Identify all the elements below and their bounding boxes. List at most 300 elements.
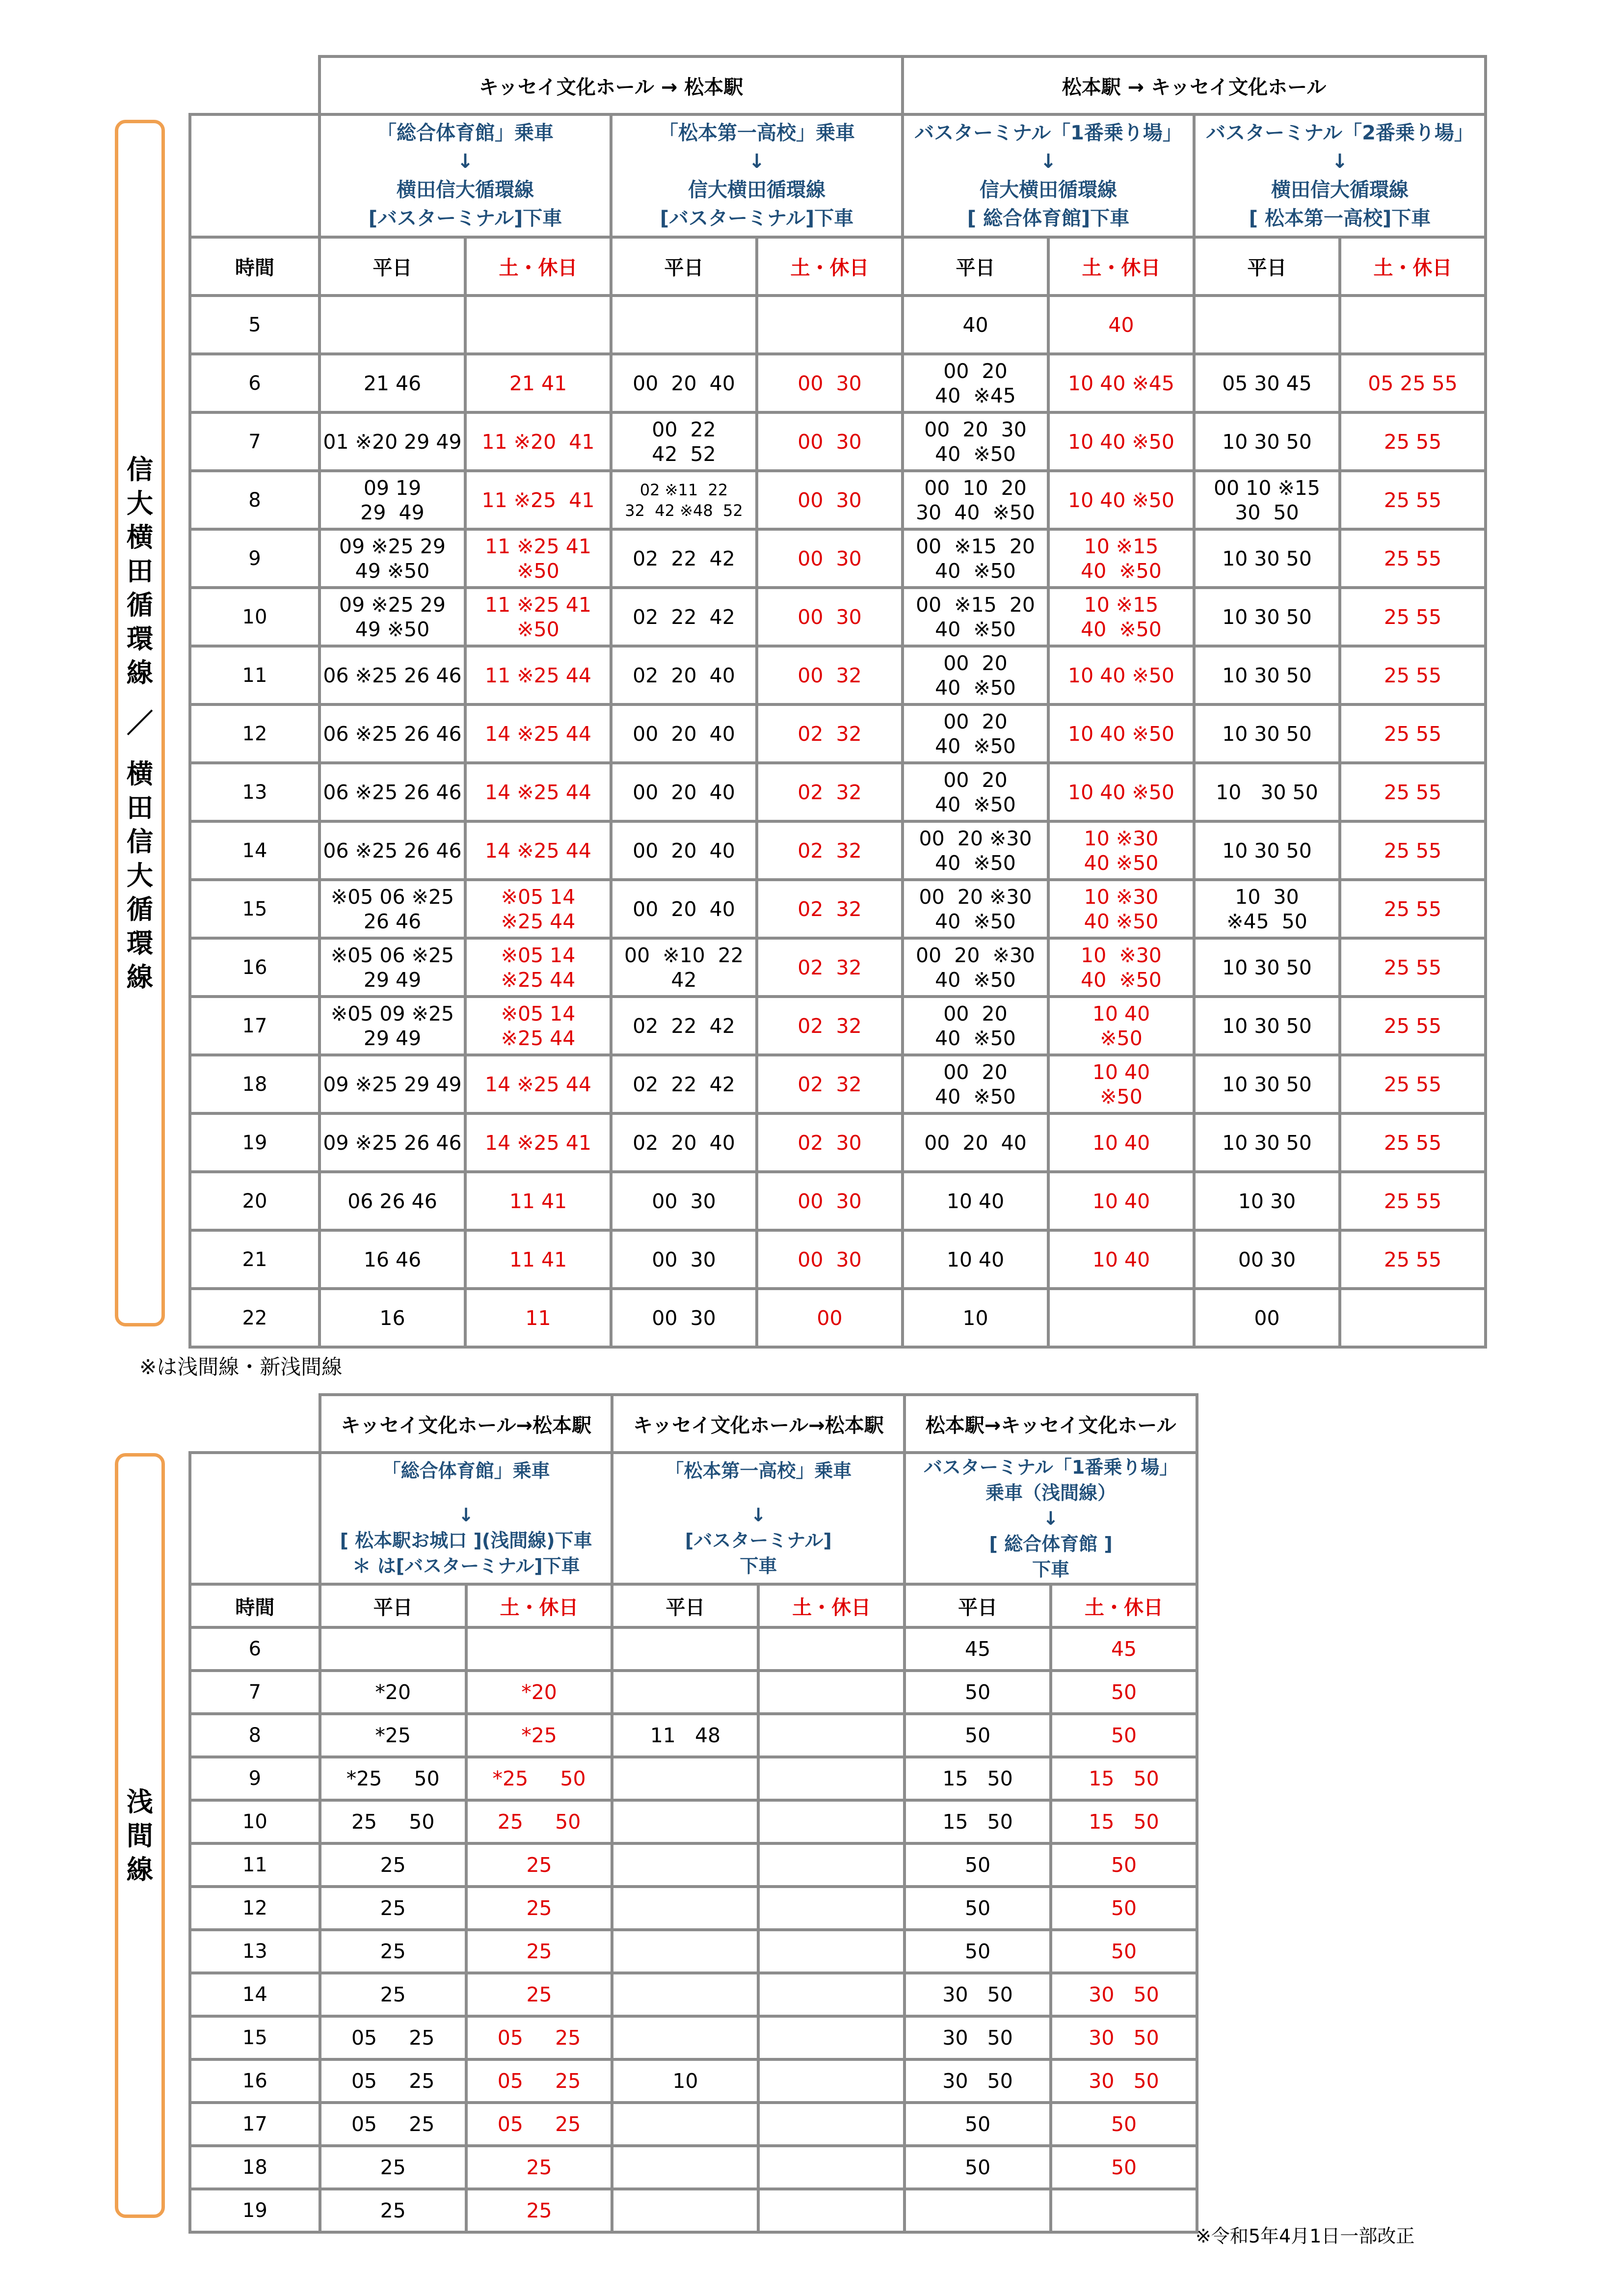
weekday-times-cell: 06 ※25 26 46 [319,646,465,704]
holiday-times-cell: 45 [1051,1627,1197,1671]
holiday-times-cell [758,1973,905,2016]
route-label-char: 循 [127,893,153,925]
weekday-times-cell: 50 [905,2146,1051,2189]
weekday-times-cell: 10 40 [903,1172,1048,1230]
holiday-times-cell: 00 30 [757,412,903,471]
weekday-header: 平日 [905,1584,1051,1627]
route-label-char: 循 [127,589,153,621]
holiday-times-cell: 02 32 [757,880,903,938]
holiday-times-cell [1048,1289,1194,1347]
hour-cell: 13 [190,763,319,821]
route-label-char: 田 [127,792,153,823]
holiday-times-cell: 02 32 [757,997,903,1055]
hour-cell: 11 [190,1843,320,1887]
hour-column-header: 時間 [190,237,319,296]
weekday-times-cell: 02 ※11 22 32 42 ※48 52 [611,471,757,529]
stop-header-line: 下車 [1032,1559,1070,1580]
weekday-times-cell: 45 [905,1627,1051,1671]
holiday-times-cell: 05 25 [466,2016,612,2059]
holiday-times-cell: 00 30 [757,471,903,529]
hour-cell: 10 [190,588,319,646]
holiday-times-cell: 25 [466,1973,612,2016]
weekday-times-cell: 50 [905,1930,1051,1973]
weekday-header: 平日 [611,237,757,296]
stop-header-line: 「松本第一高校」乗車 [659,122,855,144]
table-row [190,704,1486,763]
holiday-times-cell: 15 50 [1051,1757,1197,1800]
weekday-times-cell: 30 50 [905,2059,1051,2103]
holiday-times-cell: 30 50 [1051,1973,1197,2016]
weekday-times-cell: 25 [320,1973,466,2016]
weekday-times-cell: 00 20 40 ※50 [903,1055,1048,1113]
weekday-times-cell: 06 26 46 [319,1172,465,1230]
weekday-times-cell: 00 30 [1194,1230,1340,1289]
weekday-times-cell: 25 [320,1843,466,1887]
stop-header-blank [190,114,319,237]
timetable-shindai-yokota [188,55,1487,1349]
stop-header-line: 「総合体育館」乗車 [382,1460,550,1482]
holiday-times-cell [465,296,611,354]
stop-header-line: [バスターミナル] [685,1530,832,1551]
weekday-times-cell: ※05 06 ※25 26 46 [319,880,465,938]
table-row [190,1671,1197,1714]
weekday-times-cell: 00 20 40 [903,1113,1048,1172]
weekday-times-cell: 00 20 40 ※50 [903,763,1048,821]
hour-cell: 9 [190,529,319,588]
weekday-times-cell: 00 [1194,1289,1340,1347]
table-row [190,2059,1197,2103]
weekday-times-cell: 00 ※15 20 40 ※50 [903,588,1048,646]
holiday-times-cell: 10 40 ※50 [1048,471,1194,529]
stop-header-line: ↓ [750,1504,767,1526]
stop-header-line: 横田信大循環線 [397,179,534,201]
route-label-char: 田 [127,555,153,587]
stop-header [905,1453,1197,1584]
holiday-times-cell: 11 41 [465,1172,611,1230]
weekday-times-cell: 00 10 20 30 40 ※50 [903,471,1048,529]
holiday-times-cell: 25 [466,1887,612,1930]
route-label-char: 大 [127,487,153,519]
hour-cell: 5 [190,296,319,354]
holiday-times-cell: 25 55 [1340,529,1486,588]
weekday-times-cell: 05 25 [320,2016,466,2059]
holiday-times-cell: 02 32 [757,704,903,763]
holiday-times-cell: 02 30 [757,1113,903,1172]
holiday-times-cell: 50 [1051,1887,1197,1930]
stop-header-line: [バスターミナル]下車 [368,207,562,230]
holiday-times-cell: 11 ※25 41 ※50 [465,529,611,588]
holiday-times-cell: 05 25 55 [1340,354,1486,412]
holiday-times-cell [758,1757,905,1800]
stop-header-line: 信大横田循環線 [688,179,825,201]
weekday-times-cell: 00 20 40 [611,880,757,938]
route-label-char: 信 [127,826,153,857]
table-row [190,1055,1486,1113]
table-row [190,296,1486,354]
hour-cell: 7 [190,1671,320,1714]
hour-cell: 6 [190,1627,320,1671]
weekday-times-cell: 00 30 [611,1172,757,1230]
route-label-char: 大 [127,860,153,891]
holiday-times-cell: 10 ※30 40 ※50 [1048,821,1194,880]
holiday-times-cell [1051,2189,1197,2232]
weekday-times-cell [612,1757,758,1800]
weekday-times-cell: 00 ※15 20 40 ※50 [903,529,1048,588]
holiday-times-cell: 21 41 [465,354,611,412]
holiday-times-cell: 00 32 [757,646,903,704]
weekday-times-cell: 50 [905,1843,1051,1887]
holiday-times-cell: 25 55 [1340,763,1486,821]
holiday-times-cell: 40 [1048,296,1194,354]
route-label-char: 浅 [127,1786,153,1817]
weekday-times-cell: *25 50 [320,1757,466,1800]
holiday-times-cell: 11 ※20 41 [465,412,611,471]
weekday-times-cell: 00 20 ※30 40 ※50 [903,821,1048,880]
weekday-times-cell: 05 25 [320,2103,466,2146]
holiday-times-cell: *25 [466,1714,612,1757]
weekday-times-cell: 10 30 50 [1194,821,1340,880]
holiday-times-cell: ※05 14 ※25 44 [465,997,611,1055]
weekday-times-cell [612,2103,758,2146]
table-row [190,1930,1197,1973]
holiday-times-cell: 10 40 ※50 [1048,646,1194,704]
weekday-times-cell: 25 [320,1930,466,1973]
holiday-times-cell: 25 55 [1340,588,1486,646]
holiday-times-cell: 25 55 [1340,821,1486,880]
hour-cell: 8 [190,471,319,529]
weekday-times-cell: 10 30 ※45 50 [1194,880,1340,938]
weekday-times-cell: *25 [320,1714,466,1757]
holiday-times-cell: 10 40 ※50 [1048,997,1194,1055]
table-row [190,588,1486,646]
hour-cell: 21 [190,1230,319,1289]
holiday-times-cell: 10 40 [1048,1113,1194,1172]
hour-cell: 14 [190,821,319,880]
holiday-times-cell [758,1627,905,1671]
weekday-times-cell [612,1930,758,1973]
holiday-header: 土・休日 [1048,237,1194,296]
weekday-times-cell: 10 [903,1289,1048,1347]
stop-header-line [321,1484,611,1502]
holiday-times-cell [758,1671,905,1714]
weekday-times-cell [612,1843,758,1887]
holiday-times-cell: 00 30 [757,1172,903,1230]
table-row [190,1172,1486,1230]
weekday-times-cell: 10 30 50 [1194,938,1340,997]
weekday-times-cell: 50 [905,1671,1051,1714]
holiday-times-cell: 14 ※25 44 [465,1055,611,1113]
holiday-times-cell: 00 30 [757,1230,903,1289]
table-row [190,354,1486,412]
weekday-times-cell: 25 [320,2146,466,2189]
weekday-times-cell: 50 [905,1887,1051,1930]
stop-header-line: バスターミナル「2番乗り場」 [1206,122,1474,144]
stop-header [612,1453,905,1584]
holiday-times-cell: 25 55 [1340,938,1486,997]
holiday-times-cell [758,1930,905,1973]
holiday-times-cell: 11 [465,1289,611,1347]
stop-header-line: 下車 [740,1555,777,1577]
route-label-char: 信 [127,454,153,485]
holiday-times-cell: 00 30 [757,354,903,412]
weekday-times-cell: 00 20 40 ※50 [903,997,1048,1055]
weekday-header: 平日 [1194,237,1340,296]
direction-header: 松本駅→キッセイ文化ホール [905,1395,1197,1453]
weekday-times-cell [319,296,465,354]
table-row [190,1289,1486,1347]
holiday-times-cell: 15 50 [1051,1800,1197,1843]
holiday-times-cell: 14 ※25 44 [465,821,611,880]
holiday-times-cell: 10 40 ※50 [1048,412,1194,471]
stop-header [319,114,611,237]
holiday-times-cell: 05 25 [466,2103,612,2146]
table-row [190,1113,1486,1172]
holiday-times-cell: *25 50 [466,1757,612,1800]
weekday-times-cell: 10 30 50 [1194,1055,1340,1113]
holiday-times-cell [758,1800,905,1843]
route-label-char: ／ [127,707,153,739]
weekday-times-cell: 30 50 [905,2016,1051,2059]
route-label-char: 環 [127,623,153,654]
weekday-times-cell: 10 30 50 [1194,529,1340,588]
holiday-header: 土・休日 [757,237,903,296]
weekday-times-cell: 10 30 50 [1194,997,1340,1055]
holiday-times-cell [1340,1289,1486,1347]
weekday-times-cell: 00 20 40 ※45 [903,354,1048,412]
weekday-times-cell: 16 [319,1289,465,1347]
stop-header-line: [バスターミナル]下車 [660,207,854,230]
weekday-times-cell [612,1800,758,1843]
stop-header-line: バスターミナル「1番乗り場」 [914,122,1182,144]
hour-cell: 14 [190,1973,320,2016]
weekday-times-cell: 09 ※25 29 49 ※50 [319,588,465,646]
direction-header: 松本駅 → キッセイ文化ホール [903,56,1486,114]
holiday-times-cell [758,2146,905,2189]
weekday-times-cell: 15 50 [905,1800,1051,1843]
stop-header-line: [ 松本第一高校]下車 [1249,207,1431,230]
weekday-times-cell: 00 20 30 40 ※50 [903,412,1048,471]
stop-header [903,114,1194,237]
route-label-char: 線 [127,1854,153,1885]
weekday-times-cell: 15 50 [905,1757,1051,1800]
stop-header-line: ＊ は[バスターミナル]下車 [352,1555,580,1577]
holiday-times-cell: 10 ※30 40 ※50 [1048,880,1194,938]
table-row [190,880,1486,938]
holiday-times-cell: 11 ※25 41 ※50 [465,588,611,646]
weekday-times-cell: 09 ※25 29 49 [319,1055,465,1113]
holiday-header: 土・休日 [1051,1584,1197,1627]
weekday-times-cell: 16 46 [319,1230,465,1289]
route-label-shindai-yokota [115,120,165,1326]
weekday-times-cell: 06 ※25 26 46 [319,763,465,821]
stop-header-line: ↓ [748,150,765,173]
footnote-asama: ※は浅間線・新浅間線 [139,1355,343,1379]
hour-cell: 15 [190,880,319,938]
stop-header-line: [ 松本駅お城口 ](浅間線)下車 [340,1530,592,1551]
weekday-times-cell [611,296,757,354]
weekday-times-cell: 00 30 [611,1230,757,1289]
hour-cell: 13 [190,1930,320,1973]
route-label-char: 間 [127,1820,153,1851]
holiday-times-cell: 50 [1051,1714,1197,1757]
weekday-times-cell: 10 [612,2059,758,2103]
holiday-times-cell: 50 [1051,1930,1197,1973]
holiday-times-cell: 02 32 [757,821,903,880]
stop-header [320,1453,612,1584]
holiday-times-cell: 02 32 [757,763,903,821]
holiday-times-cell: 00 30 [757,588,903,646]
table-row [190,1973,1197,2016]
stop-header-line: バスターミナル「1番乗り場」 [923,1457,1178,1478]
holiday-header: 土・休日 [758,1584,905,1627]
holiday-times-cell: 11 ※25 41 [465,471,611,529]
weekday-times-cell: 30 50 [905,1973,1051,2016]
hour-cell: 12 [190,1887,320,1930]
hour-cell: 19 [190,2189,320,2232]
hour-column-header: 時間 [190,1584,320,1627]
holiday-times-cell: 11 41 [465,1230,611,1289]
holiday-times-cell [758,1887,905,1930]
weekday-times-cell: 25 50 [320,1800,466,1843]
holiday-times-cell: 10 ※30 40 ※50 [1048,938,1194,997]
hour-cell: 22 [190,1289,319,1347]
weekday-times-cell: 40 [903,296,1048,354]
weekday-times-cell: 10 30 50 [1194,704,1340,763]
weekday-times-cell: 05 30 45 [1194,354,1340,412]
weekday-header: 平日 [903,237,1048,296]
weekday-times-cell [905,2189,1051,2232]
holiday-times-cell [1340,296,1486,354]
holiday-times-cell [758,2103,905,2146]
weekday-times-cell: 21 46 [319,354,465,412]
weekday-times-cell: 00 20 40 [611,354,757,412]
stop-header-line [613,1484,903,1502]
weekday-times-cell: 10 30 50 [1194,588,1340,646]
weekday-times-cell [612,1671,758,1714]
holiday-times-cell: 14 ※25 44 [465,763,611,821]
holiday-times-cell: 25 [466,1843,612,1887]
holiday-times-cell: 50 [1051,2146,1197,2189]
table-row [190,2189,1197,2232]
weekday-times-cell: 00 20 40 [611,704,757,763]
weekday-times-cell: 09 ※25 29 49 ※50 [319,529,465,588]
weekday-times-cell [612,2016,758,2059]
hour-cell: 11 [190,646,319,704]
holiday-times-cell: 10 40 ※50 [1048,763,1194,821]
holiday-times-cell [758,2016,905,2059]
weekday-times-cell: 00 20 ※30 40 ※50 [903,938,1048,997]
stop-header-line: ↓ [1331,150,1348,173]
holiday-times-cell: 00 [757,1289,903,1347]
table-row [190,1714,1197,1757]
holiday-times-cell: 14 ※25 41 [465,1113,611,1172]
direction-header: キッセイ文化ホール→松本駅 [612,1395,905,1453]
stop-header-line: ↓ [1043,1508,1059,1529]
holiday-times-cell: 10 40 [1048,1172,1194,1230]
stop-header-line: 「総合体育館」乗車 [377,122,554,144]
weekday-times-cell: *20 [320,1671,466,1714]
holiday-times-cell: 25 55 [1340,646,1486,704]
stop-header [611,114,903,237]
holiday-times-cell: 30 50 [1051,2059,1197,2103]
weekday-times-cell [612,2146,758,2189]
holiday-times-cell: 25 55 [1340,880,1486,938]
weekday-times-cell: 25 [320,2189,466,2232]
table-row [190,2016,1197,2059]
stop-header-line: [ 総合体育館]下車 [967,207,1130,230]
holiday-times-cell: 25 55 [1340,1113,1486,1172]
holiday-times-cell: 25 [466,2189,612,2232]
stop-header-blank [190,1453,320,1584]
holiday-times-cell [758,1714,905,1757]
hour-cell: 16 [190,938,319,997]
weekday-times-cell: 00 ※10 22 42 [611,938,757,997]
route-label-char: 環 [127,927,153,959]
weekday-header: 平日 [320,1584,466,1627]
weekday-times-cell: 02 22 42 [611,529,757,588]
table-row [190,529,1486,588]
table-row [190,646,1486,704]
hour-cell: 10 [190,1800,320,1843]
hour-cell: 9 [190,1757,320,1800]
corner-blank [190,1395,320,1453]
weekday-times-cell: 50 [905,2103,1051,2146]
hour-cell: 8 [190,1714,320,1757]
weekday-times-cell: 00 22 42 52 [611,412,757,471]
weekday-times-cell: 00 30 [611,1289,757,1347]
weekday-times-cell: 00 20 40 ※50 [903,646,1048,704]
holiday-times-cell: 25 55 [1340,412,1486,471]
weekday-times-cell: 00 20 40 ※50 [903,704,1048,763]
table-row [190,2146,1197,2189]
holiday-times-cell: 25 50 [466,1800,612,1843]
holiday-times-cell: ※05 14 ※25 44 [465,880,611,938]
stop-header-line: ↓ [1040,150,1057,173]
holiday-times-cell: 25 55 [1340,704,1486,763]
holiday-times-cell: 25 55 [1340,1172,1486,1230]
weekday-times-cell: 10 40 [903,1230,1048,1289]
holiday-times-cell [758,1843,905,1887]
weekday-times-cell: 00 20 40 [611,763,757,821]
hour-cell: 18 [190,1055,319,1113]
revision-note: ※令和5年4月1日一部改正 [1196,2225,1415,2247]
weekday-header: 平日 [319,237,465,296]
holiday-times-cell [466,1627,612,1671]
table-row [190,997,1486,1055]
weekday-times-cell: 00 20 40 [611,821,757,880]
holiday-header: 土・休日 [466,1584,612,1627]
hour-cell: 17 [190,2103,320,2146]
weekday-times-cell: 25 [320,1887,466,1930]
hour-cell: 17 [190,997,319,1055]
stop-header-line: 信大横田循環線 [980,179,1117,201]
hour-cell: 6 [190,354,319,412]
holiday-times-cell [758,2059,905,2103]
holiday-times-cell: 25 [466,1930,612,1973]
holiday-times-cell: 25 55 [1340,997,1486,1055]
weekday-times-cell: 02 20 40 [611,1113,757,1172]
table-row [190,938,1486,997]
holiday-times-cell: 50 [1051,1843,1197,1887]
holiday-times-cell [757,296,903,354]
route-label-char: 横 [127,758,153,789]
stop-header-line: 横田信大循環線 [1271,179,1409,201]
table-row [190,471,1486,529]
holiday-times-cell: 02 32 [757,1055,903,1113]
route-label-char: 横 [127,521,153,553]
stop-header [1194,114,1486,237]
weekday-times-cell: 10 30 50 [1194,763,1340,821]
